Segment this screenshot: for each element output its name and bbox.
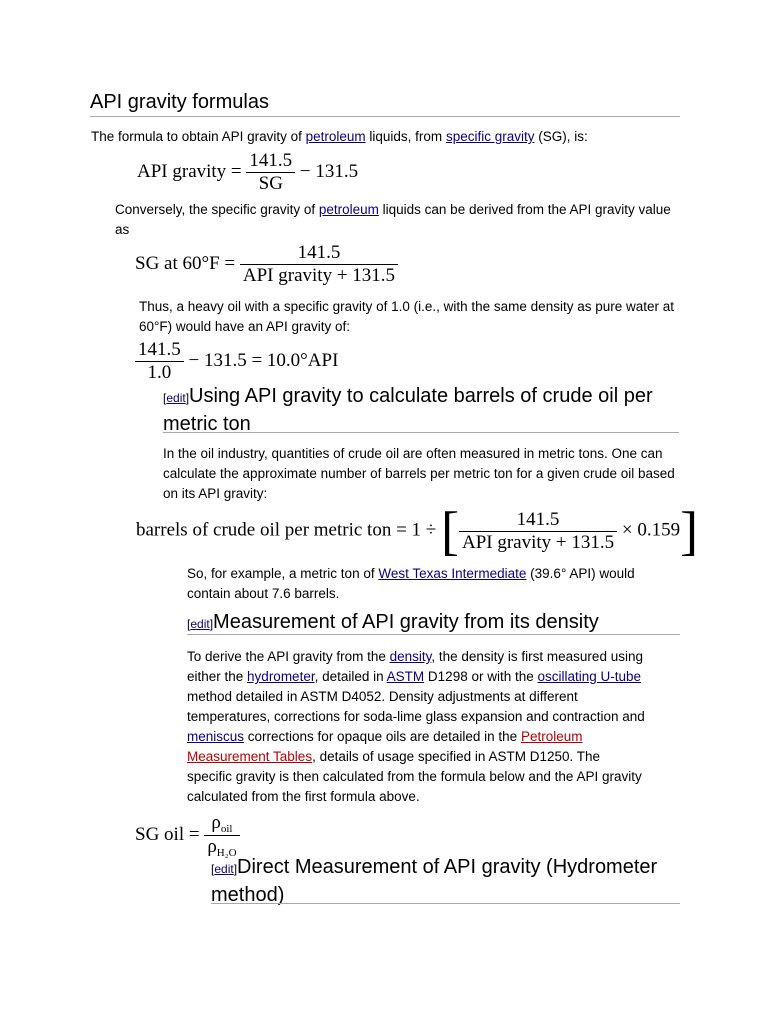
paragraph-density-measurement xyxy=(187,647,647,807)
eq-lhs: API gravity = xyxy=(137,160,242,182)
bracket-left: [ xyxy=(440,501,459,561)
heading-text: Measurement of API gravity from its density xyxy=(213,611,599,633)
eq-fraction xyxy=(204,812,239,859)
eq-denominator: SG xyxy=(246,172,295,195)
text: liquids can be derived from the API gravity value as xyxy=(115,202,671,237)
text: (SG), is: xyxy=(534,129,588,144)
text: method detailed in ASTM D4052. Density adjustments at different temperatures, corrections for soda-lime glass expansion and contraction and xyxy=(187,689,645,724)
link-meniscus[interactable]: meniscus xyxy=(187,729,245,744)
text: liquids, from xyxy=(365,129,446,144)
rho-symbol: ρ xyxy=(207,836,217,857)
heading-rule xyxy=(187,634,680,635)
text: corrections for opaque oils are detailed in the xyxy=(244,729,521,744)
eq-numerator: 141.5 xyxy=(249,150,293,171)
eq-fraction xyxy=(246,150,295,195)
link-specific-gravity[interactable]: specific gravity xyxy=(445,129,535,144)
subscript: oil xyxy=(220,823,233,835)
heading-api-gravity-formulas: API gravity formulas xyxy=(90,91,269,113)
bracket-right: ] xyxy=(680,501,699,561)
eq-numerator xyxy=(204,812,239,835)
text: , details of usage specified in ASTM D1250. The specific gravity is then calculated from the formula below and the API gravity calculated from the first formula above. xyxy=(187,749,642,804)
edit-link[interactable]: edit xyxy=(166,391,186,405)
text: , detailed in xyxy=(314,669,387,684)
equation-api-gravity xyxy=(137,150,358,195)
eq-numerator: 141.5 xyxy=(138,339,181,360)
heading-rule xyxy=(90,116,680,117)
paragraph-oil-industry: In the oil industry, quantities of crude oil are often measured in metric tons. One can calculate the approximate number of barrels per metric ton for a given crude oil based on its API gravity: xyxy=(163,446,675,501)
eq-rhs: × 0.159 xyxy=(621,519,681,541)
text: (39.6° API) would contain about 7.6 barrels. xyxy=(187,566,635,601)
eq-lhs: barrels of crude oil per metric ton = 1 ÷ xyxy=(136,519,437,541)
eq-rhs: − 131.5 xyxy=(299,160,359,182)
heading-rule xyxy=(163,432,679,433)
equation-barrels-per-ton xyxy=(136,501,699,561)
text: So, for example, a metric ton of xyxy=(187,566,379,581)
eq-lhs: SG at 60°F = xyxy=(135,252,236,274)
eq-numerator: 141.5 xyxy=(516,508,560,530)
equation-sg-oil xyxy=(135,812,240,859)
text: D1298 or with the xyxy=(424,669,538,684)
paragraph-heavy-oil: Thus, a heavy oil with a specific gravity of 1.0 (i.e., with the same density as pure water at 60°F) would have an API gravity of: xyxy=(139,299,674,334)
eq-lhs: SG oil = xyxy=(135,823,200,845)
eq-fraction xyxy=(135,339,184,384)
link-density[interactable]: density xyxy=(389,649,432,664)
eq-numerator: 141.5 xyxy=(297,242,341,263)
subscript: H₂O xyxy=(216,847,237,859)
heading-measurement-from-density xyxy=(187,609,682,637)
eq-fraction xyxy=(459,509,617,554)
link-astm[interactable]: ASTM xyxy=(386,669,425,684)
eq-denominator: API gravity + 131.5 xyxy=(240,264,398,287)
link-west-texas-intermediate[interactable]: West Texas Intermediate xyxy=(378,566,527,581)
text: Conversely, the specific gravity of xyxy=(115,202,319,217)
text: The formula to obtain API gravity of xyxy=(91,129,306,144)
eq-denominator: API gravity + 131.5 xyxy=(459,531,617,554)
eq-fraction xyxy=(240,242,398,287)
rho-symbol: ρ xyxy=(211,812,221,833)
text: , the density is first measured using either the xyxy=(187,649,643,684)
eq-denominator: 1.0 xyxy=(135,361,184,384)
heading-text: Direct Measurement of API gravity (Hydrometer method) xyxy=(211,856,658,906)
heading-rule xyxy=(211,903,680,904)
link-oscillating-u-tube[interactable]: oscillating U-tube xyxy=(537,669,642,684)
link-petroleum-2[interactable]: petroleum xyxy=(318,202,379,217)
link-petroleum-measurement-tables[interactable]: Petroleum Measurement Tables xyxy=(187,729,583,764)
edit-section-link: [edit] xyxy=(187,617,214,631)
paragraph-conversely xyxy=(115,200,675,240)
edit-link[interactable]: edit xyxy=(190,617,210,631)
link-petroleum[interactable]: petroleum xyxy=(305,129,366,144)
text: To derive the API gravity from the xyxy=(187,649,390,664)
heading-barrels-per-metric-ton xyxy=(163,383,678,437)
edit-section-link: [edit] xyxy=(211,862,238,876)
equation-sg-at-60f xyxy=(135,242,398,287)
edit-section-link: [edit] xyxy=(163,391,190,405)
edit-link[interactable]: edit xyxy=(214,862,234,876)
paragraph-intro xyxy=(91,127,691,147)
link-hydrometer[interactable]: hydrometer xyxy=(247,669,315,684)
heading-direct-measurement xyxy=(211,854,681,908)
heading-text: Using API gravity to calculate barrels of crude oil per metric ton xyxy=(163,385,653,435)
equation-heavy-oil-api xyxy=(135,339,338,384)
eq-rhs: − 131.5 = 10.0°API xyxy=(188,349,339,371)
paragraph-wti-example xyxy=(187,564,647,604)
